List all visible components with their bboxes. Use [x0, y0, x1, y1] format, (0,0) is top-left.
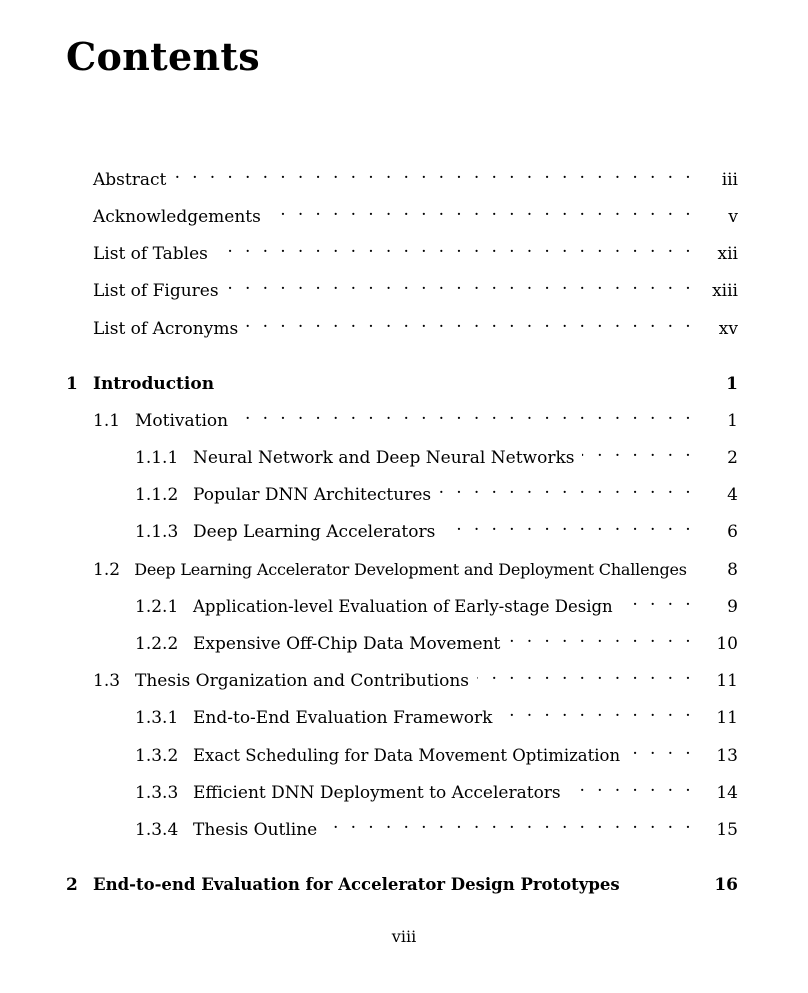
- dot-leader: [628, 737, 694, 761]
- subsection-title: Exact Scheduling for Data Movement Optimization: [193, 744, 628, 768]
- toc-entry-list-of-figures[interactable]: [93, 272, 738, 301]
- section-page: 11: [694, 669, 738, 693]
- dot-leader: [236, 402, 694, 426]
- toc-entry-acknowledgements[interactable]: [93, 198, 738, 227]
- dot-leader: [269, 198, 694, 222]
- subsection-number: 1.1.1: [135, 448, 179, 468]
- toc-section-1-3[interactable]: [93, 662, 738, 691]
- toc-chapter-1[interactable]: [66, 365, 738, 394]
- subsection-page: 11: [694, 706, 738, 730]
- subsection-page: 14: [694, 781, 738, 805]
- subsection-page: 15: [694, 818, 738, 842]
- section-page: 8: [695, 558, 738, 582]
- section-number: 1.3: [93, 671, 121, 691]
- toc-entry-label: Abstract: [93, 168, 174, 192]
- toc-entry-page: v: [694, 205, 738, 229]
- subsection-number: 1.3.3: [135, 783, 179, 803]
- section-number: 1.1: [93, 411, 121, 431]
- chapter-spacer: [628, 866, 694, 890]
- subsection-title: Thesis Outline: [193, 818, 325, 842]
- toc-entry-abstract[interactable]: [93, 161, 738, 190]
- toc-subsection-1-3-3[interactable]: [135, 774, 738, 803]
- subsection-page: 4: [694, 483, 738, 507]
- toc-subsection-1-1-1[interactable]: [135, 439, 738, 468]
- toc-entry-page: iii: [694, 168, 738, 192]
- dot-leader: [227, 272, 694, 296]
- subsection-page: 9: [694, 595, 738, 619]
- subsection-page: 10: [694, 632, 738, 656]
- dot-leader: [246, 310, 694, 334]
- toc-subsection-1-1-3[interactable]: [135, 513, 738, 542]
- dot-leader: [582, 439, 694, 463]
- subsection-number: 1.3.4: [135, 820, 179, 840]
- dot-leader: [621, 588, 694, 612]
- dot-leader: [508, 625, 694, 649]
- subsection-title: Application-level Evaluation of Early-stage Design: [193, 595, 621, 619]
- section-page: 1: [694, 409, 738, 433]
- toc-subsection-1-2-1[interactable]: [135, 588, 738, 617]
- dot-leader: [500, 699, 694, 723]
- subsection-number: 1.1.3: [135, 522, 179, 542]
- section-title: Motivation: [135, 409, 236, 433]
- subsection-title: Expensive Off-Chip Data Movement: [193, 632, 508, 656]
- toc-subsection-1-3-2[interactable]: [135, 737, 738, 766]
- toc-entry-list-of-tables[interactable]: [93, 235, 738, 264]
- subsection-number: 1.3.1: [135, 708, 179, 728]
- section-number: 1.2: [93, 560, 121, 580]
- subsection-number: 1.3.2: [135, 746, 179, 766]
- page-title: Contents: [66, 34, 260, 79]
- subsection-number: 1.1.2: [135, 485, 179, 505]
- dot-leader: [477, 662, 694, 686]
- chapter-number: 2: [66, 875, 78, 895]
- subsection-title: Deep Learning Accelerators: [193, 520, 443, 544]
- chapter-title: End-to-end Evaluation for Accelerator Design Prototypes: [93, 873, 628, 897]
- dot-leader: [569, 774, 694, 798]
- subsection-title: Popular DNN Architectures: [193, 483, 439, 507]
- dot-leader: [174, 161, 694, 185]
- toc-section-1-1[interactable]: [93, 402, 738, 431]
- toc-entry-page: xv: [694, 317, 738, 341]
- toc-entry-label: List of Acronyms: [93, 317, 246, 341]
- subsection-title: End-to-End Evaluation Framework: [193, 706, 500, 730]
- chapter-page: 16: [694, 873, 738, 897]
- toc-entry-list-of-acronyms[interactable]: [93, 310, 738, 339]
- dot-leader: [443, 513, 694, 537]
- toc-entry-label: List of Tables: [93, 242, 216, 266]
- subsection-title: Efficient DNN Deployment to Accelerators: [193, 781, 569, 805]
- section-title: Deep Learning Accelerator Development and Deployment Challenges: [134, 558, 695, 582]
- toc-entry-page: xii: [694, 242, 738, 266]
- subsection-page: 13: [694, 744, 738, 768]
- toc-entry-label: List of Figures: [93, 279, 227, 303]
- subsection-number: 1.2.2: [135, 634, 179, 654]
- dot-leader: [325, 811, 694, 835]
- toc-entry-label: Acknowledgements: [93, 205, 269, 229]
- chapter-spacer: [222, 365, 694, 389]
- toc-subsection-1-2-2[interactable]: [135, 625, 738, 654]
- chapter-page: 1: [694, 372, 738, 396]
- toc-subsection-1-1-2[interactable]: [135, 476, 738, 505]
- toc-subsection-1-3-4[interactable]: [135, 811, 738, 840]
- toc-entry-page: xiii: [694, 279, 738, 303]
- dot-leader: [216, 235, 694, 259]
- dot-leader: [439, 476, 694, 500]
- section-title: Thesis Organization and Contributions: [135, 669, 477, 693]
- toc-section-1-2[interactable]: [93, 551, 738, 580]
- subsection-number: 1.2.1: [135, 597, 179, 617]
- toc-subsection-1-3-1[interactable]: [135, 699, 738, 728]
- chapter-number: 1: [66, 374, 78, 394]
- page-number: viii: [391, 927, 417, 946]
- subsection-page: 2: [694, 446, 738, 470]
- toc-chapter-2[interactable]: [66, 866, 738, 895]
- subsection-title: Neural Network and Deep Neural Networks: [193, 446, 582, 470]
- chapter-title: Introduction: [93, 372, 222, 396]
- subsection-page: 6: [694, 520, 738, 544]
